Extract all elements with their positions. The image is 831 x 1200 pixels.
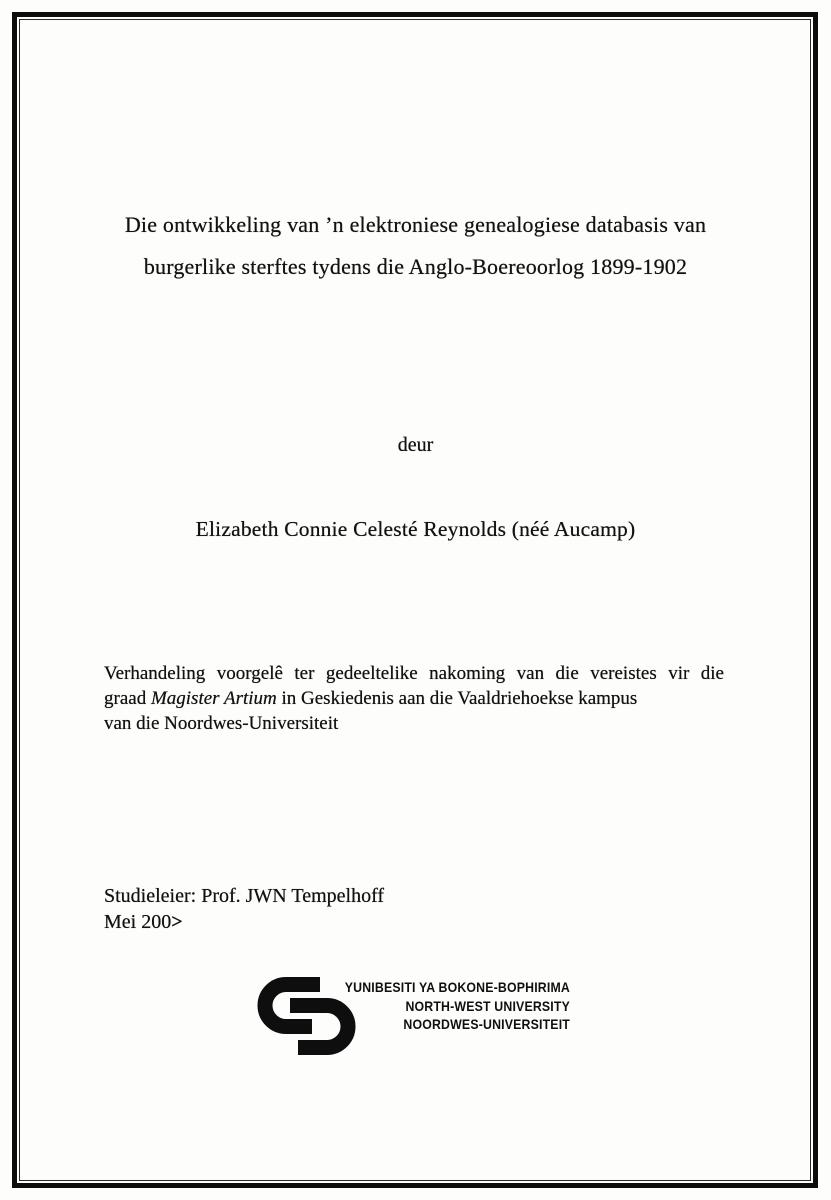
thesis-title-line-2: burgerlike sterftes tydens die Anglo-Boereoorlog 1899-1902 <box>143 254 688 279</box>
declaration-line-2-post: in Geskiedenis aan die Vaaldriehoekse kampus <box>276 688 638 709</box>
byline-deur: deur <box>397 434 434 456</box>
degree-declaration <box>104 661 724 736</box>
declaration-line-3: van die Noordwes-Universiteit <box>104 713 339 734</box>
declaration-line-1: Verhandeling voorgelê ter gedeeltelike nakoming van die vereistes vir die <box>104 663 724 684</box>
degree-name-italic: Magister Artium <box>150 688 277 709</box>
thesis-title <box>50 204 781 288</box>
university-name-block <box>280 978 570 1034</box>
thesis-title-line-1: Die ontwikkeling van ’n elektroniese genealogiese databasis van <box>124 212 707 237</box>
date-seven-glyph: > <box>171 910 183 933</box>
supervisor-block <box>104 884 384 935</box>
date-prefix: Mei 200 <box>104 910 172 933</box>
university-name-afrikaans: NOORDWES-UNIVERSITEIT <box>403 1016 570 1033</box>
declaration-line-2-pre: graad <box>104 688 151 709</box>
date-line <box>104 910 384 936</box>
university-name-setswana: YUNIBESITI YA BOKONE-BOPHIRIMA <box>344 979 570 995</box>
university-name-english: NORTH-WEST UNIVERSITY <box>405 997 570 1014</box>
declaration-line-2 <box>104 686 724 711</box>
supervisor-line: Studieleier: Prof. JWN Tempelhoff <box>104 885 385 907</box>
author-name: Elizabeth Connie Celesté Reynolds (néé Aucamp) <box>195 517 636 541</box>
